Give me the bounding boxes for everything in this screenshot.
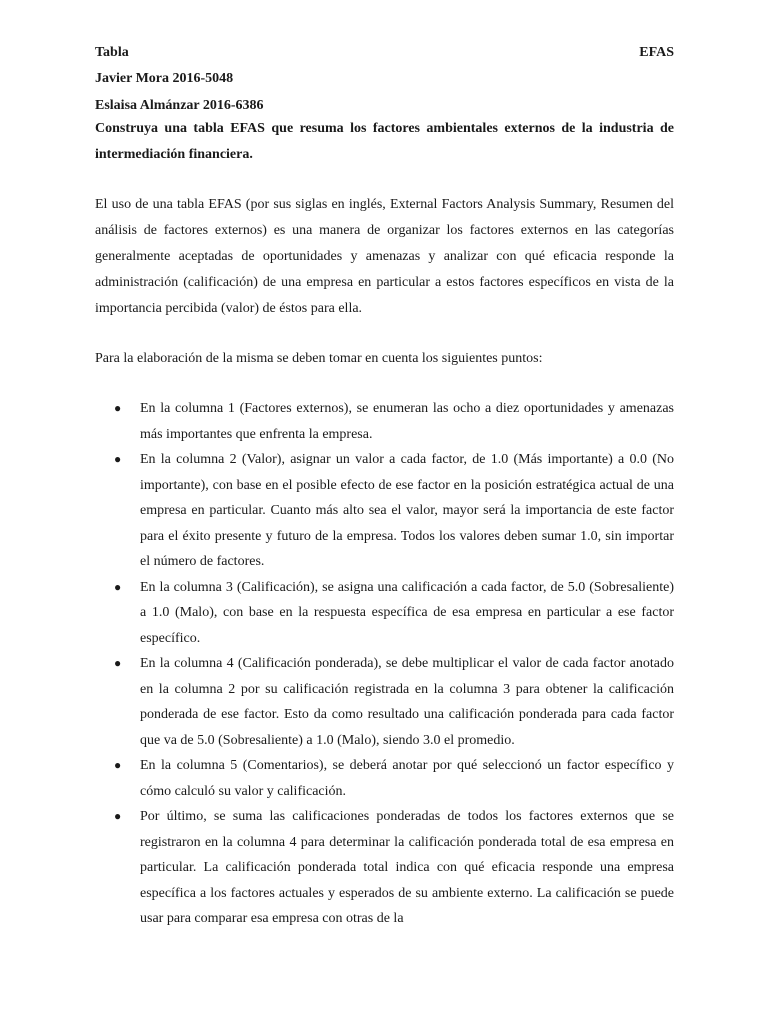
title-right: EFAS xyxy=(639,45,674,60)
title-left: Tabla xyxy=(95,45,129,60)
list-item-text: Por último, se suma las calificaciones ponderadas de todos los factores externos que se registraron en la columna 4 para determinar la calificación ponderada total de esa empresa en particular. La calificación ponderada total indica con qué eficacia responde una empresa específica a los factores actuales y esperados de su ambiente externo. La calificación se puede usar para comparar esa empresa con otras de la xyxy=(140,809,674,926)
intro-paragraph: El uso de una tabla EFAS (por sus siglas en inglés, External Factors Analysis Summary, Resumen del análisis de factores externos) es una manera de organizar los factores externos en las categorías generalmente aceptadas de oportunidades y amenazas y analizar con qué eficacia responde la administración (calificación) de una empresa en particular a estos factores específicos en vista de la importancia percibida (valor) de éstos para ella. xyxy=(95,197,674,316)
document-page xyxy=(95,40,674,932)
list-item xyxy=(95,804,674,932)
list-item-text: En la columna 3 (Calificación), se asigna una calificación a cada factor, de 5.0 (Sobresaliente) a 1.0 (Malo), con base en la respuesta específica de esa empresa en particular a ese factor específico. xyxy=(140,579,674,646)
list-item-text: En la columna 2 (Valor), asignar un valor a cada factor, de 1.0 (Más importante) a 0.0 (No importante), con base en el posible efecto de ese factor en la posición estratégica actual de una empresa en particular. Cuanto más alto sea el valor, mayor será la importancia de este factor para el éxito presente y futuro de la empresa. Todos los valores deben sumar 1.0, sin importar el número de factores. xyxy=(140,452,674,569)
bullet-icon: ● xyxy=(114,656,122,670)
bullet-icon: ● xyxy=(114,758,122,772)
list-item-text: En la columna 4 (Calificación ponderada), se debe multiplicar el valor de cada factor anotado en la columna 2 por su calificación registrada en la columna 3 para obtener la calificación ponderada de ese factor. Esto da como resultado una calificación ponderada para cada factor que va de 5.0 (Sobresaliente) a 1.0 (Malo), siendo 3.0 el promedio. xyxy=(140,656,674,748)
points-intro-paragraph: Para la elaboración de la misma se deben tomar en cuenta los siguientes puntos: xyxy=(95,351,543,366)
list-item-text: En la columna 1 (Factores externos), se enumeran las ocho a diez oportunidades y amenazas más importantes que enfrenta la empresa. xyxy=(140,401,674,442)
points-list xyxy=(95,396,674,932)
author-line: Javier Mora 2016-5048 xyxy=(95,71,234,86)
list-item xyxy=(95,575,674,652)
title-row xyxy=(95,40,674,66)
list-item xyxy=(95,447,674,575)
bullet-icon: ● xyxy=(114,809,122,823)
author-line: Eslaisa Almánzar 2016-6386 xyxy=(95,98,264,113)
list-item xyxy=(95,753,674,804)
list-item xyxy=(95,651,674,753)
list-item xyxy=(95,396,674,447)
bullet-icon: ● xyxy=(114,579,122,594)
assignment-prompt: Construya una tabla EFAS que resuma los factores ambientales externos de la industria de intermediación financiera. xyxy=(95,121,674,162)
bullet-icon: ● xyxy=(114,452,122,466)
bullet-icon: ● xyxy=(114,401,122,415)
list-item-text: En la columna 5 (Comentarios), se deberá anotar por qué seleccionó un factor específico y cómo calculó su valor y calificación. xyxy=(140,758,674,799)
